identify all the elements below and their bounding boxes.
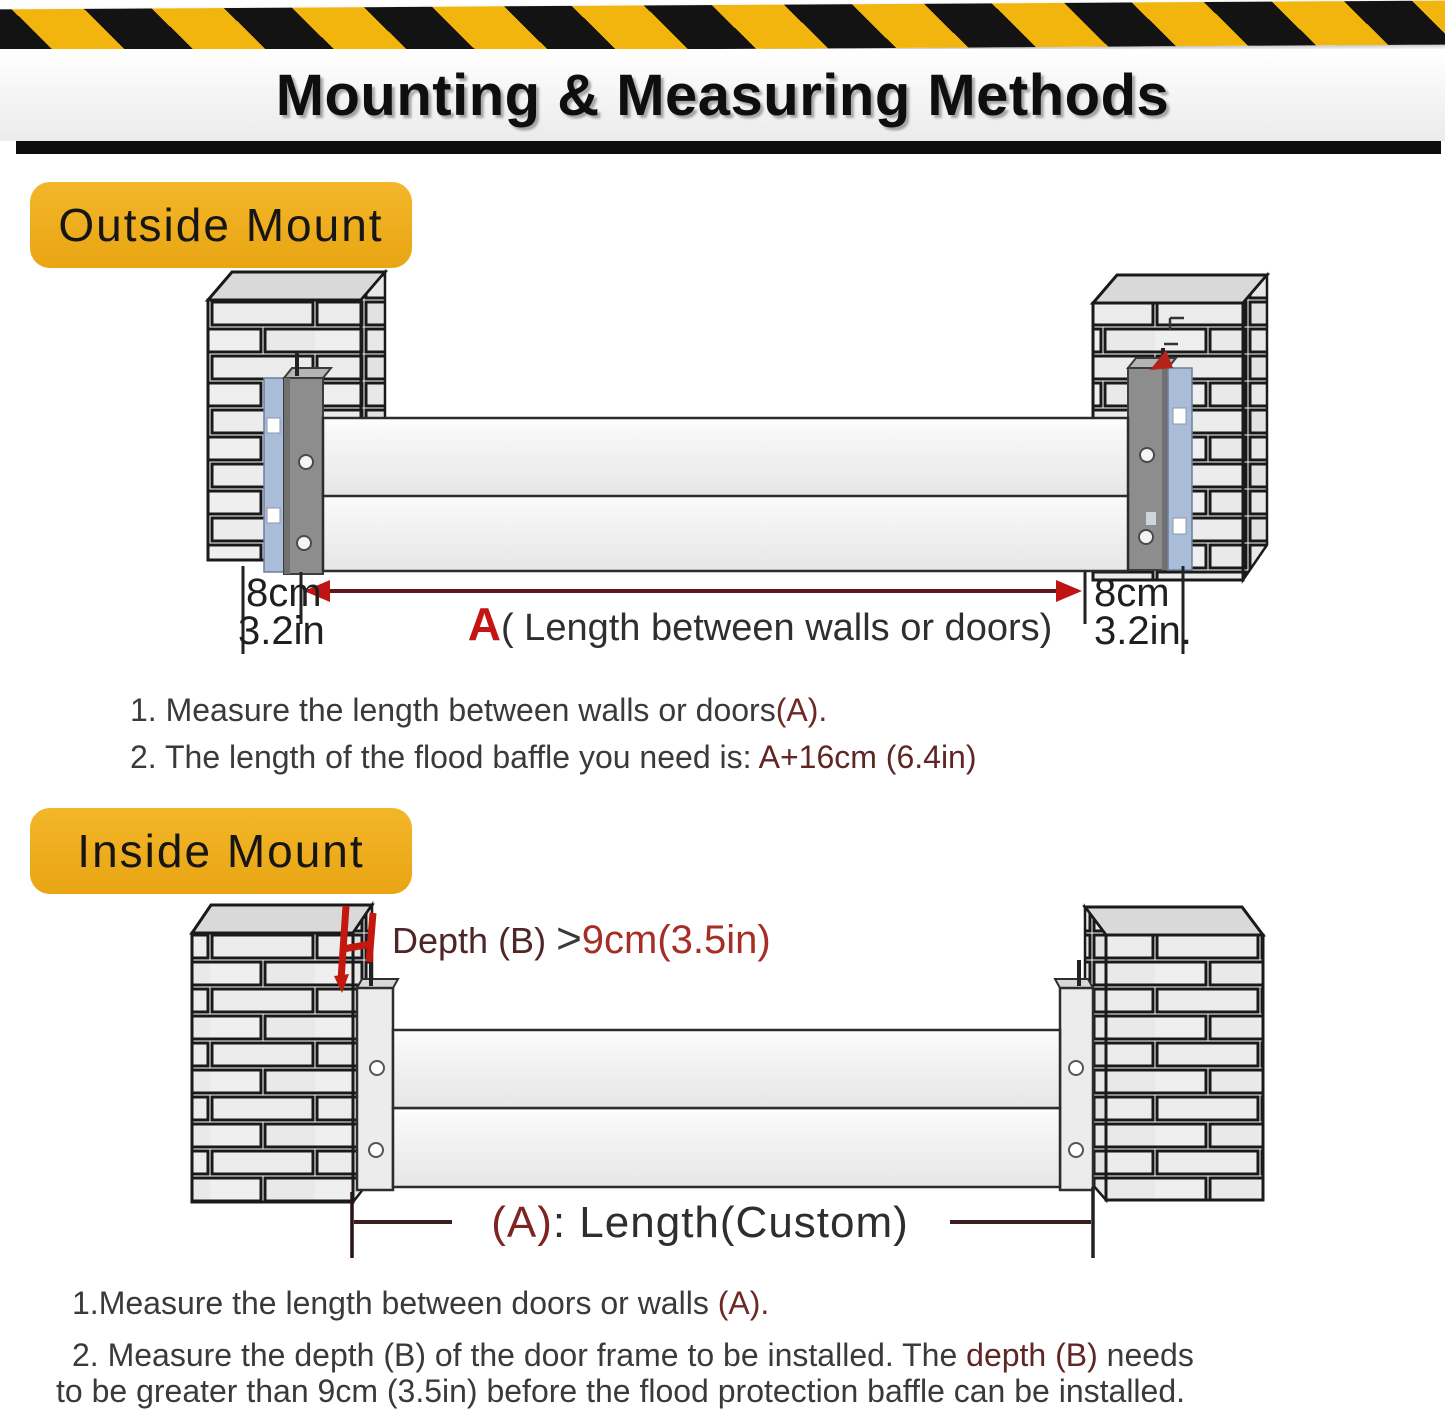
inside-step-2-accent: depth (B) — [966, 1337, 1098, 1373]
seal-snap — [1173, 518, 1186, 534]
screw-hole — [1139, 530, 1153, 544]
outside-step-1-text: 1. Measure the length between walls or doors — [130, 692, 776, 728]
seal-strip — [1168, 368, 1192, 570]
pillar-top-face — [1085, 907, 1263, 935]
screw-hole — [1069, 1061, 1083, 1075]
inside-step-2 — [72, 1339, 1194, 1373]
inside-step-1-text: 1.Measure the length between doors or walls — [72, 1285, 718, 1321]
seal-snap — [267, 418, 280, 433]
outside-mount-badge — [30, 182, 412, 268]
left-gap-in-label: 3.2in — [238, 609, 325, 653]
left-gap-cm-label: 8cm — [246, 571, 322, 615]
depth-gt-sign: > — [556, 914, 582, 963]
inside-step-2-tail: needs — [1097, 1337, 1194, 1373]
left-pillar-inside — [192, 905, 398, 1202]
pillar-front-face — [1106, 935, 1263, 1200]
outside-mount-badge-label: Outside Mount — [58, 199, 384, 251]
screw-hole — [297, 536, 311, 550]
pillar-top-face — [1093, 275, 1267, 303]
outside-step-2-text: 2. The length of the flood baffle you need is: — [130, 739, 759, 775]
screw-hole — [1140, 448, 1154, 462]
channel-edge — [284, 378, 290, 574]
span-letter: A — [467, 598, 501, 650]
outside-step-1-accent: (A). — [775, 692, 828, 728]
barrier-panel-top — [393, 1030, 1060, 1108]
outside-step-1 — [130, 694, 827, 728]
depth-label-text: Depth (B) — [392, 920, 557, 961]
span-length-label — [430, 600, 1090, 649]
inside-step-3 — [56, 1375, 1185, 1409]
inside-mount-badge — [30, 808, 412, 894]
channel-top — [357, 979, 398, 988]
mounting-channel — [1060, 988, 1093, 1190]
mounting-channel — [357, 988, 393, 1190]
screw-hole — [369, 1143, 383, 1157]
screw-hole — [370, 1061, 384, 1075]
seal-strip — [264, 378, 284, 572]
span-text: ( Length between walls or doors) — [500, 607, 1053, 649]
channel-edge — [1162, 368, 1168, 570]
title-band — [0, 49, 1445, 141]
inside-mount-badge-label: Inside Mount — [77, 825, 365, 877]
custom-length-label — [420, 1200, 980, 1246]
right-gap-cm-label: 8cm — [1094, 571, 1170, 615]
pillar-front-face — [192, 933, 353, 1202]
right-pillar-inside — [1055, 907, 1263, 1200]
seal-snap — [1146, 512, 1156, 525]
barrier-panel-bottom — [393, 1108, 1060, 1187]
channel-top — [284, 368, 331, 378]
inside-step-3-text: to be greater than 9cm (3.5in) before the flood protection baffle can be installed. — [56, 1373, 1186, 1409]
pillar-top-face — [208, 272, 385, 300]
page-title: Mounting & Measuring Methods — [275, 62, 1170, 128]
title-underline-bar — [16, 141, 1441, 154]
flood-barrier-panels-inside — [393, 1030, 1060, 1187]
length-letter: (A) — [491, 1198, 553, 1247]
depth-label — [392, 916, 771, 962]
flood-barrier-panels — [323, 418, 1128, 571]
depth-value: 9cm(3.5in) — [581, 918, 771, 962]
screw-hole — [1069, 1143, 1083, 1157]
inside-step-1-accent: (A). — [717, 1285, 770, 1321]
inside-step-2-text: 2. Measure the depth (B) of the door frame to be installed. The — [72, 1337, 967, 1373]
seal-snap — [267, 508, 280, 523]
seal-snap — [1173, 408, 1186, 424]
length-text: : Length(Custom) — [552, 1198, 909, 1247]
right-gap-in-label: 3.2in. — [1094, 609, 1192, 653]
outside-step-2 — [130, 741, 977, 775]
barrier-panel-bottom — [323, 494, 1128, 571]
inside-step-1 — [72, 1287, 769, 1321]
outside-step-2-accent: A+16cm (6.4in) — [758, 739, 977, 775]
screw-hole — [299, 455, 313, 469]
channel-top — [1055, 979, 1093, 988]
hazard-tape — [0, 1, 1445, 54]
barrier-panel-top — [323, 418, 1128, 496]
pillar-side-face — [1243, 275, 1267, 580]
arrowhead-right — [1056, 580, 1082, 602]
